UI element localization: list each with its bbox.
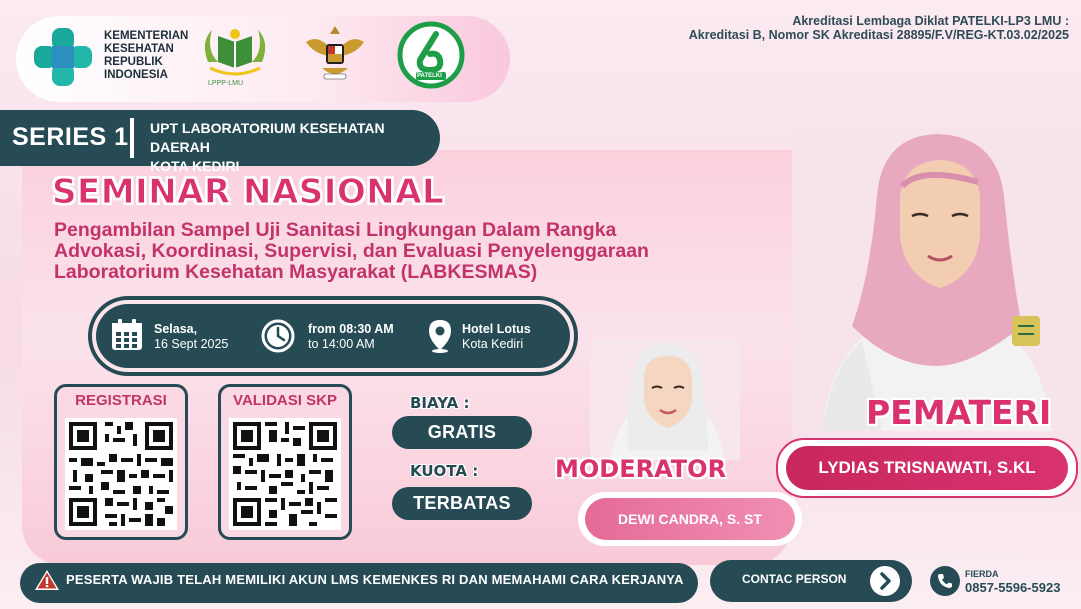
event-time-from: from 08:30 AM (308, 322, 394, 336)
moderator-name-frame (578, 492, 802, 546)
speaker-portrait-icon (792, 126, 1081, 431)
validation-title: VALIDASI SKP (233, 392, 337, 409)
patelki-logo-icon (396, 20, 466, 90)
phone-button[interactable] (930, 566, 960, 596)
qr-code-icon (65, 418, 177, 530)
speaker-photo (792, 126, 1081, 431)
seminar-subtitle (54, 220, 754, 283)
quota-value: TERBATAS (392, 487, 532, 520)
warning-icon (34, 568, 60, 592)
registration-title: REGISTRASI (75, 392, 167, 409)
lppp-caption: LPPP-LMU (208, 80, 244, 87)
subtitle-line: Pengambilan Sampel Uji Sanitasi Lingkungan Dalam Rangka (54, 219, 617, 241)
registration-qr-code[interactable] (65, 418, 177, 530)
notice-text: PESERTA WAJIB TELAH MEMILIKI AKUN LMS KEMENKES RI DAN MEMAHAMI CARA KERJANYA (66, 572, 684, 587)
chevron-right-icon (870, 566, 900, 596)
speaker-name-frame (776, 438, 1078, 498)
contact-name: FIERDA (965, 569, 999, 579)
kemenkes-line: REPUBLIK (104, 56, 163, 68)
organizer-line-1: UPT LABORATORIUM KESEHATAN DAERAH (150, 120, 385, 155)
qr-code-icon (229, 418, 341, 530)
event-venue (462, 322, 531, 352)
fee-label: BIAYA : (410, 394, 470, 412)
moderator-name: DEWI CANDRA, S. ST (585, 498, 795, 540)
accreditation-line-1: Akreditasi Lembaga Diklat PATELKI-LP3 LMU : (792, 14, 1069, 28)
accreditation-line-2: Akreditasi B, Nomor SK Akreditasi 28895/F.V/REG-KT.03.02/2025 (688, 28, 1069, 42)
moderator-heading: MODERATOR (555, 455, 727, 483)
fee-value: GRATIS (392, 416, 532, 449)
event-day: Selasa, (154, 322, 198, 336)
calendar-icon (110, 318, 144, 352)
validation-qr-code[interactable] (229, 418, 341, 530)
event-date-value: 16 Sept 2025 (154, 337, 229, 351)
subtitle-line: Laboratorium Kesehatan Masyarakat (LABKESMAS) (54, 261, 538, 283)
organizer-line-2: KOTA KEDIRI (150, 158, 240, 174)
phone-icon (930, 566, 960, 596)
lppp-lmu-logo-icon (196, 22, 274, 88)
event-time-to: to 14:00 AM (308, 337, 375, 351)
speaker-name: LYDIAS TRISNAWATI, S.KL (786, 446, 1068, 490)
kemenkes-logo-icon (30, 24, 96, 90)
kemenkes-line: INDONESIA (104, 69, 168, 81)
moderator-portrait-icon (590, 340, 740, 460)
accreditation-text (689, 14, 1069, 42)
subtitle-line: Advokasi, Koordinasi, Supervisi, dan Evaluasi Penyelenggaraan (54, 240, 649, 262)
event-venue-city: Kota Kediri (462, 337, 524, 351)
quota-label: KUOTA : (410, 462, 479, 480)
series-divider (130, 118, 134, 158)
event-time (308, 322, 394, 352)
kemenkes-line: KEMENTERIAN (104, 30, 189, 42)
event-venue-name: Hotel Lotus (462, 322, 531, 336)
location-pin-icon (426, 318, 454, 354)
patelki-caption: PATELKI (417, 73, 442, 79)
contact-person-label: CONTAC PERSON (742, 572, 847, 586)
clock-icon (260, 318, 296, 354)
contact-arrow-button[interactable] (870, 566, 900, 596)
series-label: SERIES 1 (12, 123, 129, 151)
seminar-title: SEMINAR NASIONAL (52, 172, 445, 212)
garuda-emblem-icon (300, 20, 370, 90)
organizer-name (150, 119, 430, 176)
speaker-heading: PEMATERI (866, 393, 1052, 432)
contact-phone[interactable]: 0857-5596-5923 (965, 580, 1061, 595)
moderator-photo (590, 340, 740, 460)
event-date (154, 322, 228, 352)
kemenkes-line: KESEHATAN (104, 43, 174, 55)
kemenkes-wordmark (104, 30, 194, 82)
